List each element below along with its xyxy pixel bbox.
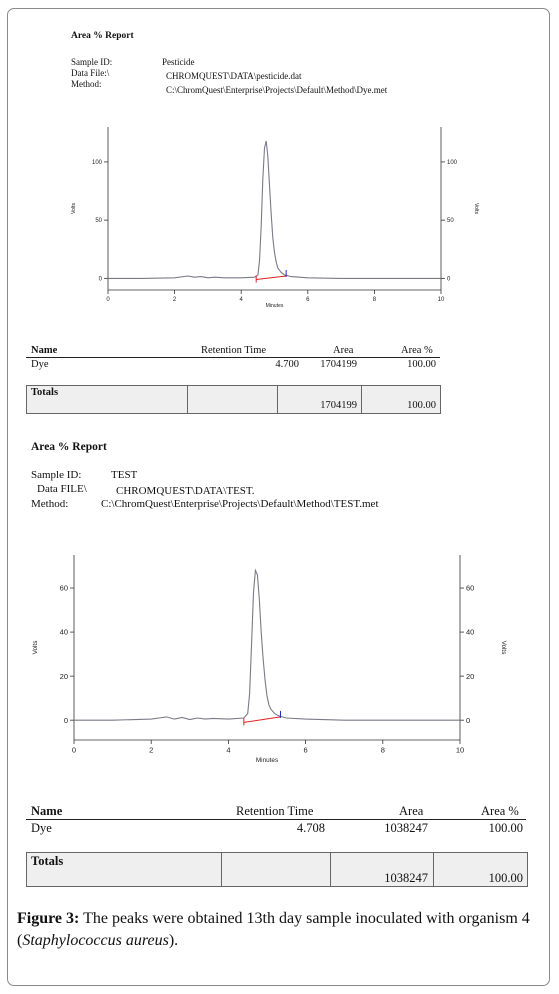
figure-caption: [17, 908, 547, 952]
method-value: C:\ChromQuest\Enterprise\Projects\Default\Method\Dye.met: [166, 85, 388, 95]
x-axis-label: Minutes: [255, 757, 279, 764]
col-header-retention-time: Retention Time: [201, 345, 267, 356]
totals-divider: [433, 852, 434, 887]
y-tick-label-left: 0: [63, 715, 68, 725]
col-header-area-pct: Area %: [401, 345, 433, 356]
col-header-area: Area: [333, 345, 354, 356]
col-header-area: Area: [399, 804, 424, 818]
y-axis-label-left: Volts: [71, 202, 77, 215]
x-tick-label: 6: [306, 297, 310, 303]
integration-baseline: [244, 717, 281, 723]
row-retention-time: 4.708: [296, 821, 325, 835]
x-tick-label: 4: [239, 297, 243, 303]
totals-area-pct: 100.00: [407, 400, 436, 411]
y-tick-label-right: 40: [466, 627, 475, 637]
y-tick-label-left: 50: [95, 218, 102, 225]
totals-area: 1704199: [320, 400, 357, 411]
data-file-value: CHROMQUEST\DATA\pesticide.dat: [166, 71, 302, 81]
data-file-label: Data FILE\: [37, 483, 87, 495]
x-tick-label: 10: [437, 297, 445, 303]
y-tick-label-left: 0: [98, 276, 102, 283]
sample-id-label: Sample ID:: [31, 469, 82, 481]
row-area: 1038247: [384, 821, 428, 835]
row-name: Dye: [31, 821, 52, 835]
y-tick-label-right: 60: [466, 583, 475, 593]
y-tick-label-right: 0: [466, 715, 471, 725]
col-header-name: Name: [31, 804, 63, 818]
x-tick-label: 8: [372, 297, 377, 303]
totals-divider: [221, 852, 222, 887]
x-tick-label: 6: [303, 745, 308, 755]
row-retention-time: 4.700: [275, 359, 299, 370]
y-tick-label-left: 40: [59, 627, 68, 637]
x-tick-label: 2: [149, 745, 154, 755]
figure-label: Figure 3:: [17, 910, 80, 927]
method-value: C:\ChromQuest\Enterprise\Projects\Default\Method\TEST.met: [101, 498, 379, 510]
col-header-area-pct: Area %: [481, 804, 519, 818]
y-tick-label-left: 100: [91, 160, 102, 167]
row-area-pct: 100.00: [488, 821, 523, 835]
caption-text: The peaks were obtained 13th day sample inoculated with organism 4 (: [17, 910, 530, 949]
totals-area-pct: 100.00: [488, 871, 523, 885]
sample-id-value: TEST: [111, 469, 138, 481]
caption-organism: Staphylococcus aureus: [22, 932, 169, 949]
y-tick-label-right: 50: [447, 218, 454, 225]
x-tick-label: 4: [226, 745, 231, 755]
col-header-retention-time: Retention Time: [236, 804, 314, 818]
row-name: Dye: [31, 359, 49, 370]
y-tick-label-right: 20: [466, 671, 475, 681]
caption-text-end: ).: [168, 932, 179, 949]
totals-box: [26, 852, 528, 887]
data-file-label: Data File:\: [71, 68, 110, 78]
row-area: 1704199: [320, 359, 357, 370]
x-tick-label: 2: [172, 297, 177, 303]
method-label: Method:: [31, 498, 69, 510]
y-axis-label-right: Volts: [473, 202, 479, 215]
y-tick-label-right: 0: [447, 276, 451, 283]
method-label: Method:: [71, 79, 102, 89]
signal-trace: [74, 570, 460, 720]
sample-id-label: Sample ID:: [71, 57, 113, 67]
report-title: Area % Report: [31, 441, 107, 453]
totals-divider: [330, 852, 331, 887]
totals-label: Totals: [31, 854, 64, 868]
report-title: Area % Report: [71, 31, 134, 41]
x-tick-label: 10: [455, 745, 465, 755]
sample-id-value: Pesticide: [162, 57, 195, 67]
y-tick-label-left: 60: [59, 583, 68, 593]
header-rule: [26, 819, 526, 820]
x-axis-label: Minutes: [265, 303, 284, 309]
col-header-name: Name: [31, 345, 58, 356]
y-tick-label-left: 20: [59, 671, 68, 681]
row-area-pct: 100.00: [407, 359, 436, 370]
y-axis-label-left: Volts: [32, 640, 39, 655]
totals-area: 1038247: [384, 871, 428, 885]
x-tick-label: 0: [106, 297, 110, 303]
totals-label: Totals: [31, 387, 59, 398]
data-file-value: CHROMQUEST\DATA\TEST.: [116, 485, 255, 497]
x-tick-label: 8: [380, 745, 385, 755]
y-axis-label-right: Volts: [500, 640, 507, 655]
y-tick-label-right: 100: [447, 160, 458, 167]
x-tick-label: 0: [71, 745, 77, 755]
